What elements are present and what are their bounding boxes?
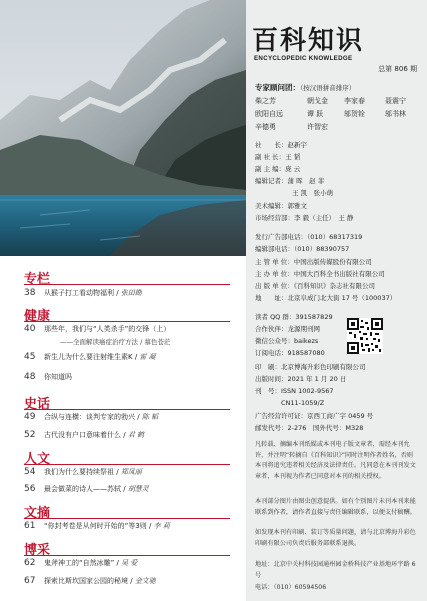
printer-address: 地址：北京中关村科技园通州园金桥科技产业基地环宇路 6 号	[255, 561, 416, 579]
staff-line: 编辑记者：蒲 晖 赵 菲	[255, 177, 325, 185]
toc-entry[interactable]	[0, 556, 246, 570]
print-line: 邮发代号：2-276 国外代号：M328	[255, 424, 364, 432]
toc-entry[interactable]	[0, 428, 246, 442]
section-heading-digest: 文摘	[24, 506, 51, 521]
logo-chinese: 百科知识	[252, 26, 365, 56]
page-number: 62	[24, 558, 36, 568]
contact-line: 发行广告部电话：（010）68317319	[255, 233, 363, 241]
reader-line: 微信公众号：baikezs	[255, 337, 319, 345]
copyright-notice: 凡转载、摘编本刊纸媒或本刊电子版文章者，需经本刊允许，并注明“转摘自《百科知识》”同时注明作者姓名，否则本刊将追究违者相关经济及法律责任。凡同意在本刊刊发文章者，本刊视为作者已同意对本刊的相关授权。	[255, 441, 416, 480]
print-line: CN11-1059/Z	[255, 399, 325, 407]
issue-number: 总第 806 期	[378, 65, 417, 73]
author: 陈 韬	[141, 413, 159, 421]
article-title: 从猴子打工看动物福利 / 张田勘	[44, 289, 142, 297]
section-heading-column: 专栏	[24, 272, 51, 287]
print-line: 广告经营许可证：京西工商广字 0459 号	[255, 412, 374, 420]
printer-phone: 电话：（010）60594506	[255, 584, 327, 591]
toc-entry[interactable]	[0, 574, 246, 588]
print-line: 印 刷：北京博海升彩色印刷有限公司	[255, 363, 366, 371]
page-number: 48	[24, 372, 36, 382]
toc-entry[interactable]	[0, 322, 246, 336]
section-heading-health: 健康	[24, 309, 51, 324]
contact-line: 编辑部电话：（010）88390757	[255, 245, 350, 253]
author: 李 莉	[153, 522, 170, 530]
page-number: 56	[24, 484, 36, 494]
toc-entry[interactable]	[0, 350, 246, 364]
article-title: 合纵与连横：谈判专家的勃兴 / 陈 韬	[44, 413, 159, 421]
page-number: 54	[24, 467, 36, 477]
contact-line: 主 管 单 位：中国出版传媒股份有限公司	[255, 258, 372, 266]
toc-entry[interactable]	[0, 410, 246, 424]
page-number: 45	[24, 352, 36, 362]
article-title: “你封考卷是从何时开始的”等3则 / 李 莉	[44, 522, 170, 530]
advisors-heading: 专家顾问团：（按汉语拼音排序）	[255, 83, 356, 92]
page-number: 67	[24, 576, 36, 586]
reader-line: 合作伙伴：龙源期刊网	[255, 325, 320, 333]
contact-line: 出 版 单 位：《百科知识》杂志社有限公司	[255, 282, 375, 290]
logo-english: ENCYCLOPEDIC KNOWLEDGE	[254, 55, 353, 62]
author: 吴 爱	[121, 559, 138, 567]
wechat-qr-code	[347, 318, 383, 354]
article-title: 你知道吗	[44, 373, 72, 381]
print-line: 出版时间：2021 年 1 月 20 日	[255, 375, 347, 383]
contact-line: 地 址：北京阜成门北大街 17 号（100037）	[255, 294, 397, 302]
article-title: 探索比斯坎国家公园的秘境 / 金文驰	[44, 577, 156, 585]
contact-line: 主 办 单 位：中国大百科全书出版社有限公司	[255, 270, 385, 278]
image-credit-notice: 本刊部分图片由图虫创意提供。如有个别图片未刊本刊来能联系到作者，请作者直接与责任编辑联系，以便支付稿酬。	[255, 498, 416, 516]
snowy-mountain-lake-image	[0, 0, 246, 256]
cover-photo	[0, 0, 246, 256]
article-title: 古代没有户口意味着什么 / 君 鹤	[44, 431, 145, 439]
page-number: 49	[24, 412, 36, 422]
author: 君 鹤	[127, 431, 145, 439]
reader-line: 订阅电话：918587080	[255, 349, 325, 357]
staff-line: 美术编辑：郭雅文	[255, 202, 307, 210]
article-title: 我们为什么要持续祭祖 / 郑凤丽	[44, 468, 142, 476]
article-title: 那些年，我们与“人类杀手”的交锋（上）	[44, 325, 171, 333]
section-heading-collection: 博采	[24, 543, 51, 558]
section-heading-humanities: 人文	[24, 452, 51, 467]
staff-line: 王 凯 张小萌	[292, 189, 334, 197]
page-number: 61	[24, 521, 36, 531]
staff-line: 社 长：赵新宇	[255, 141, 307, 149]
page-number: 52	[24, 430, 36, 440]
print-line: 刊 号：ISSN 1002-9567	[255, 387, 334, 395]
article-subtitle: ——全面解读癌症治疗方法 / 慕色苍茫	[60, 338, 171, 346]
article-title: 鬼斧神工的“自然冰雕” / 吴 爱	[44, 559, 138, 567]
staff-line: 市场经营部：李 毅（主任） 王 静	[255, 214, 354, 222]
article-title: 新生儿为什么要注射维生素K / 雷 凝	[44, 353, 156, 361]
quality-notice: 如发现本刊有印刷、装订等质量问题，请与北京博海升彩色印刷有限公司负责后服务部联系退换。	[255, 529, 416, 547]
author: 金文驰	[134, 577, 156, 585]
toc-entry[interactable]	[0, 465, 246, 479]
article-title: 最会做菜的诗人——苏轼 / 胡慧灵	[44, 485, 149, 493]
staff-line: 副 主 编：庞 云	[255, 165, 301, 173]
author: 张田勘	[120, 289, 142, 297]
page-number: 38	[24, 288, 36, 298]
toc-entry[interactable]	[0, 482, 246, 496]
section-rule	[24, 284, 230, 285]
toc-entry[interactable]	[0, 370, 246, 384]
section-heading-history: 史话	[24, 397, 51, 412]
toc-entry[interactable]	[0, 286, 246, 300]
author: 雷 凝	[139, 353, 156, 361]
magazine-logo	[252, 28, 416, 64]
author: 胡慧灵	[127, 485, 149, 493]
author: 郑凤丽	[120, 468, 142, 476]
toc-entry[interactable]	[0, 519, 246, 533]
page-number: 40	[24, 324, 36, 334]
reader-line: 读者 QQ 群：391587829	[255, 313, 333, 321]
staff-line: 副 社 长：王 韬	[255, 153, 301, 161]
